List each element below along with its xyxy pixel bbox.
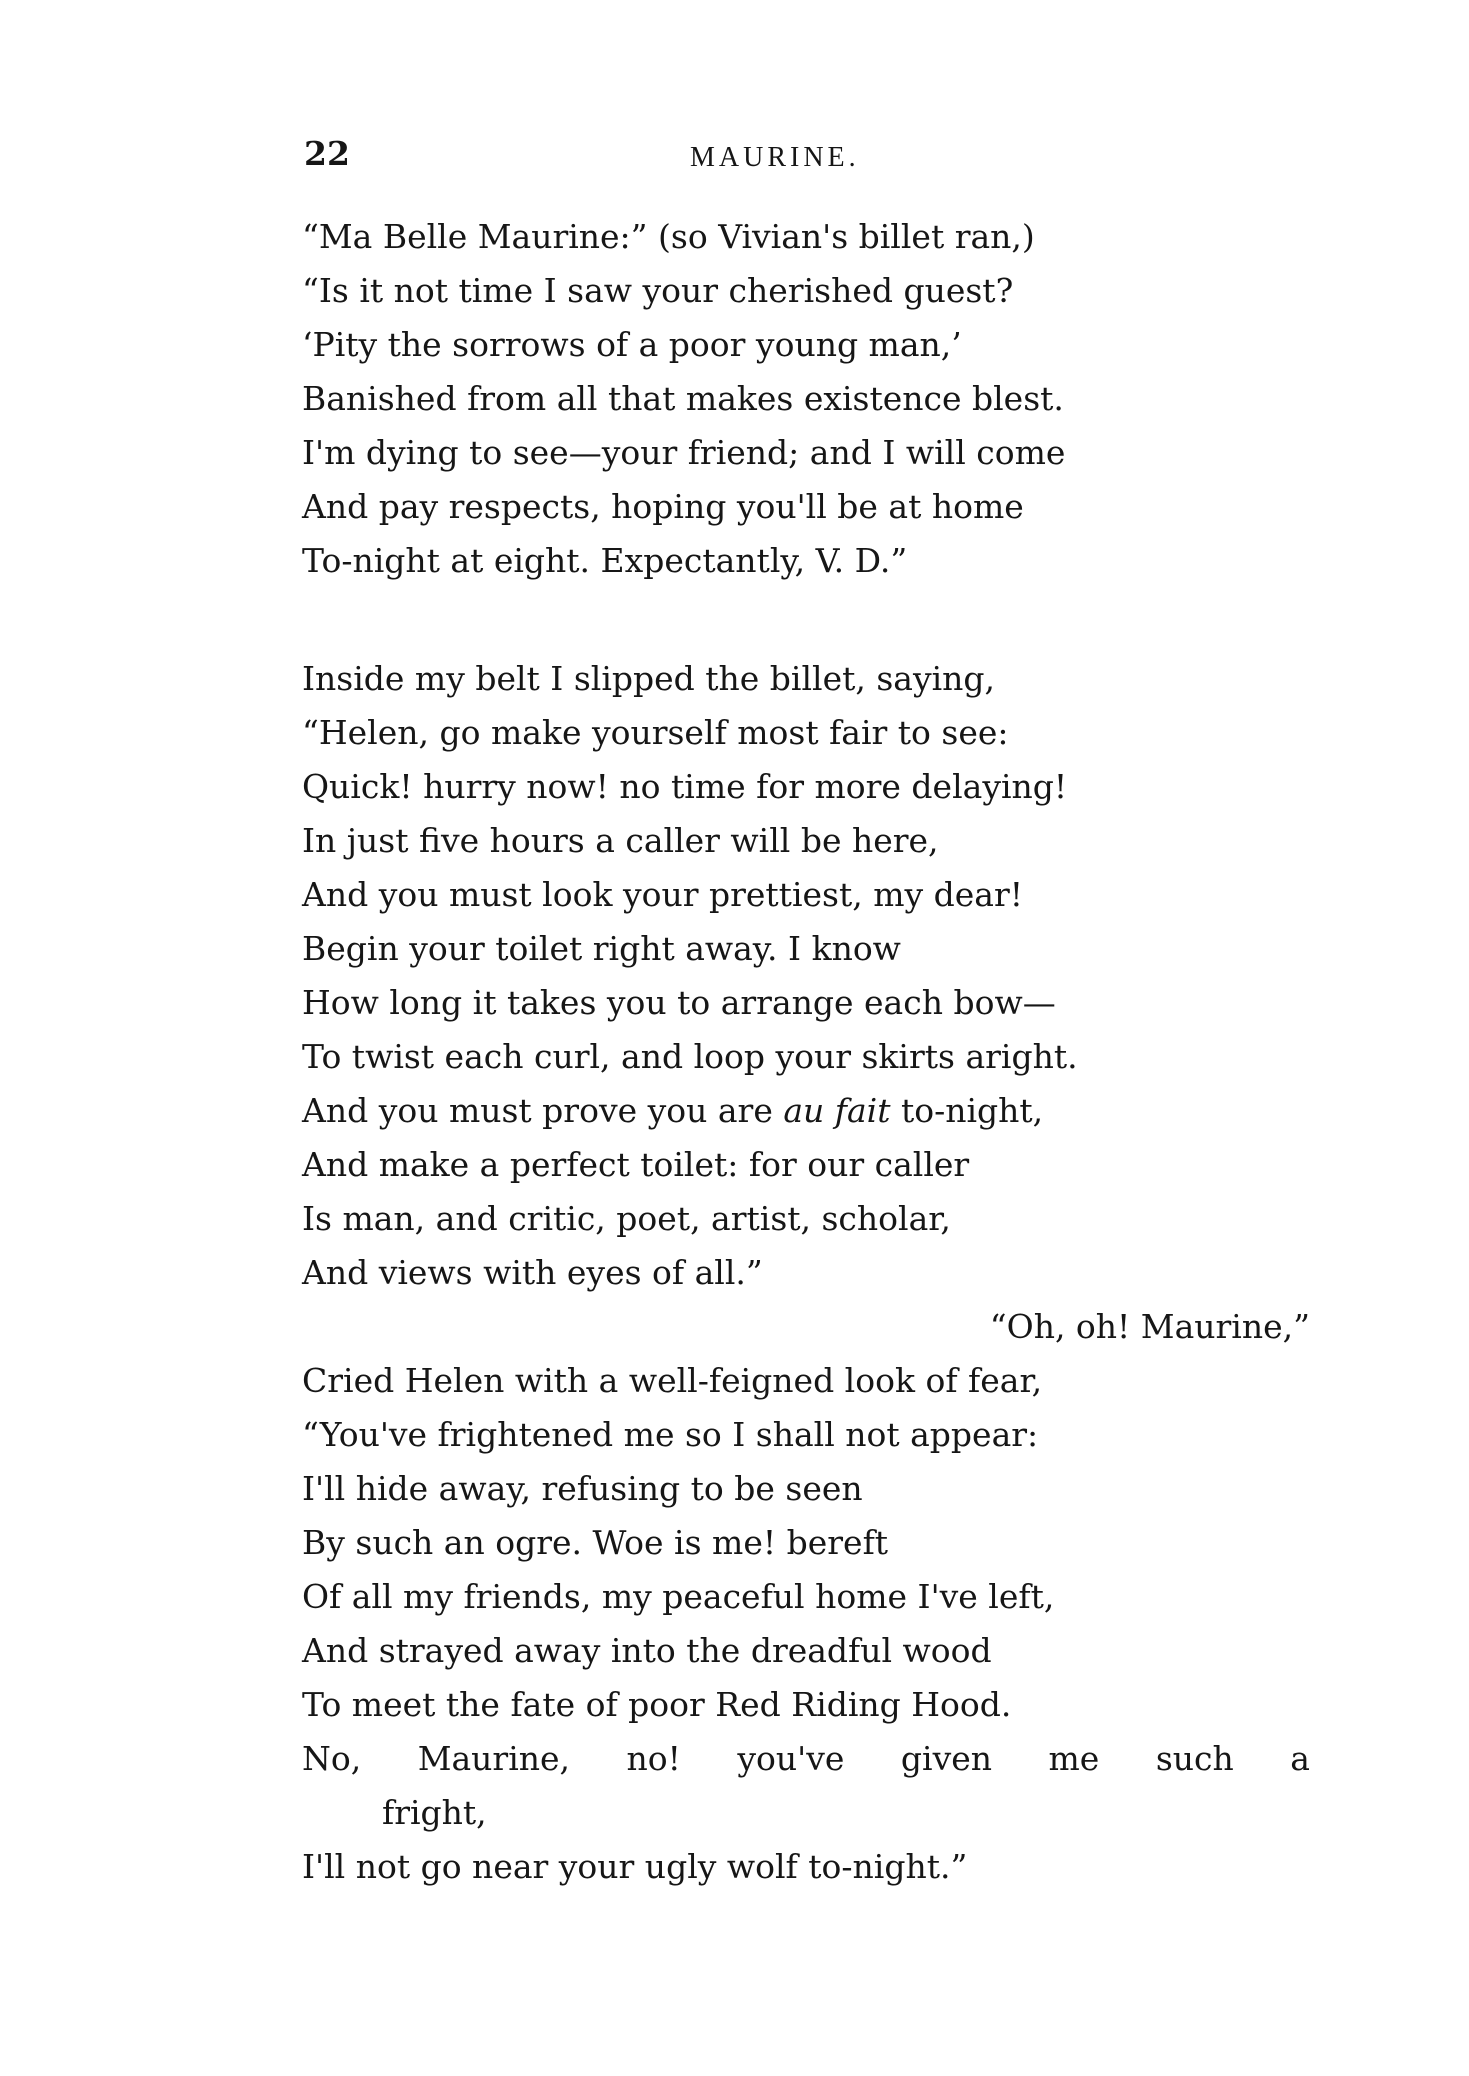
poem-line: How long it takes you to arrange each bow— — [302, 983, 1056, 1022]
word: a — [1290, 1739, 1310, 1778]
poem-line: To twist each curl, and loop your skirts aright. — [302, 1037, 1078, 1076]
poem-line: In just five hours a caller will be here, — [302, 821, 939, 860]
poem-line: And pay respects, hoping you'll be at home — [302, 487, 1024, 526]
word: such — [1155, 1739, 1234, 1778]
poem-line: Quick! hurry now! no time for more delaying! — [302, 767, 1068, 806]
poem-line: Is man, and critic, poet, artist, scholar, — [302, 1199, 951, 1238]
word: no! — [626, 1739, 681, 1778]
poem-line: And you must look your prettiest, my dear! — [302, 875, 1023, 914]
poem-line: By such an ogre. Woe is me! bereft — [302, 1523, 889, 1562]
poem-line: And views with eyes of all.” — [302, 1253, 763, 1292]
word: Maurine, — [417, 1739, 571, 1778]
poem-line: And strayed away into the dreadful wood — [302, 1631, 992, 1670]
poem-line: I'll hide away, refusing to be seen — [302, 1469, 863, 1508]
poem-line: I'll not go near your ugly wolf to-night.” — [302, 1847, 968, 1886]
poem-line: “You've frightened me so I shall not appear: — [302, 1415, 1039, 1454]
poem-line: To meet the fate of poor Red Riding Hood. — [302, 1685, 1012, 1724]
poem-line: Of all my friends, my peaceful home I've left, — [302, 1577, 1055, 1616]
poem-line: ‘Pity the sorrows of a poor young man,’ — [302, 325, 962, 364]
poem-line: “Is it not time I saw your cherished guest? — [302, 271, 1014, 310]
stanza-dialogue — [302, 652, 1310, 1894]
poem-line: And make a perfect toilet: for our caller — [302, 1145, 970, 1184]
poem-line — [302, 1084, 1310, 1138]
stanza-letter — [302, 210, 1065, 588]
poem-line: To-night at eight. Expectantly, V. D.” — [302, 541, 908, 580]
poem-line: Cried Helen with a well-feigned look of fear, — [302, 1361, 1043, 1400]
italic-phrase: au fait — [783, 1091, 891, 1130]
poem-line: Begin your toilet right away. I know — [302, 929, 901, 968]
poem-line: I'm dying to see—your friend; and I will come — [302, 433, 1066, 472]
line-text: And you must prove you are — [302, 1091, 784, 1130]
word: No, — [302, 1739, 362, 1778]
running-head: MAURINE. — [690, 142, 860, 173]
page-number: 22 — [304, 134, 350, 173]
poem-line: “Ma Belle Maurine:” (so Vivian's billet ran,) — [302, 217, 1035, 256]
word: me — [1048, 1739, 1100, 1778]
word: you've — [737, 1739, 845, 1778]
line-text: to-night, — [890, 1091, 1044, 1130]
poem-line-justified — [302, 1732, 1310, 1786]
poem-line: Inside my belt I slipped the billet, saying, — [302, 659, 996, 698]
poem-line-right: “Oh, oh! Maurine,” — [989, 1307, 1310, 1346]
poem-line: Banished from all that makes existence blest. — [302, 379, 1064, 418]
poem-line: “Helen, go make yourself most fair to see: — [302, 713, 1009, 752]
poem-line-continuation: fright, — [382, 1793, 487, 1832]
word: given — [900, 1739, 993, 1778]
